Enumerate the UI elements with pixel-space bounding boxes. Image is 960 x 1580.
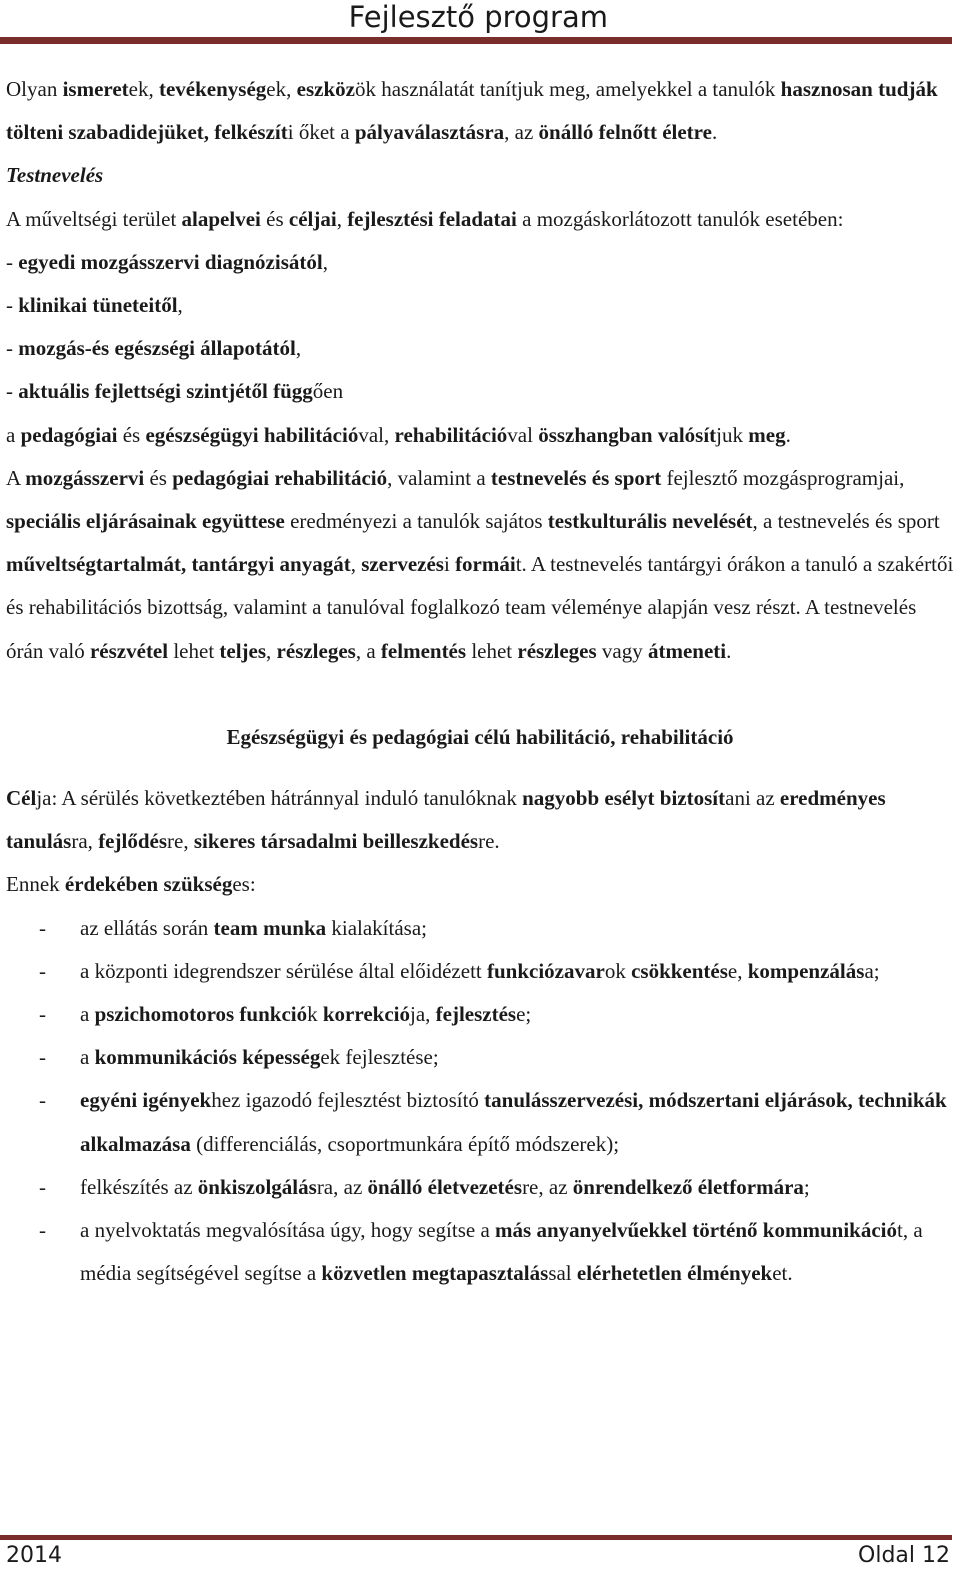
page-header-title: Fejlesztő program	[348, 0, 608, 34]
list-dash: -	[39, 915, 46, 940]
list-item: - az ellátás során team munka kialakítása;	[6, 907, 954, 950]
spacer	[6, 759, 954, 777]
list-item: - a kommunikációs képességek fejlesztése;	[6, 1036, 954, 1079]
spacer	[6, 673, 954, 716]
criteria-item: - klinikai tüneteitől,	[6, 293, 183, 318]
criteria-list	[6, 241, 954, 414]
list-item: - a nyelvoktatás megvalósítása úgy, hogy segítse a más anyanyelvűekkel történő kommunikációt, a média segítségével segítse a közvetlen megtapasztalással elérhetetlen élményeket.	[6, 1209, 954, 1295]
footer-rule	[0, 1535, 952, 1540]
paragraph-2: a pedagógiai és egészségügyi habilitációval, rehabilitációval összhangban valósítjuk meg.	[6, 422, 791, 447]
list-dash: -	[39, 1174, 46, 1199]
footer-page-number: Oldal 12	[858, 1543, 950, 1568]
paragraph-1: A műveltségi terület alapelvei és céljai, fejlesztési feladatai a mozgáskorlátozott tanulók esetében:	[6, 206, 844, 231]
section-title: Testnevelés	[6, 163, 104, 188]
paragraph-5: Ennek érdekében szükséges:	[6, 872, 256, 897]
footer-year: 2014	[6, 1543, 62, 1568]
list-item: - egyéni igényekhez igazodó fejlesztést biztosító tanulásszervezési, módszertani eljárások, technikák alkalmazása (differenciálás, csoportmunkára építő módszerek);	[6, 1079, 954, 1165]
list-dash: -	[39, 1045, 46, 1070]
needs-list	[6, 907, 954, 1296]
list-dash: -	[39, 1002, 46, 1027]
list-dash: -	[39, 958, 46, 983]
criteria-item: - egyedi mozgásszervi diagnózisától,	[6, 249, 328, 274]
page-content	[6, 68, 954, 1295]
list-dash: -	[39, 1088, 46, 1113]
list-dash: -	[39, 1218, 46, 1243]
subsection-heading: Egészségügyi és pedagógiai célú habilitáció, rehabilitáció	[226, 724, 734, 749]
paragraph-4: Célja: A sérülés következtében hátránnyal induló tanulóknak nagyobb esélyt biztosítani az eredményes tanulásra, fejlődésre, sikeres társadalmi beilleszkedésre.	[6, 786, 886, 854]
intro-paragraph: Olyan ismeretek, tevékenységek, eszközök használatát tanítjuk meg, amelyekkel a tanulók hasznosan tudják tölteni szabadidejüket, felkészíti őket a pályaválasztásra, az önálló felnőtt életre.	[6, 77, 938, 145]
paragraph-3: A mozgásszervi és pedagógiai rehabilitáció, valamint a testnevelés és sport fejlesztő mozgásprogramjai, speciális eljárásainak együttese eredményezi a tanulók sajátos testkulturális nevelését, a testnevelés és sport műveltségtartalmát, tantárgyi anyagát, szervezési formáit. A testnevelés tantárgyi órákon a tanuló a szakértői és rehabilitációs bizottság, valamint a tanulóval foglalkozó team véleménye alapján vesz részt. A testnevelés órán való részvétel lehet teljes, részleges, a felmentés lehet részleges vagy átmeneti.	[6, 465, 954, 663]
criteria-item: - mozgás-és egészségi állapotától,	[6, 336, 302, 361]
list-item: - a központi idegrendszer sérülése által előidézett funkciózavarok csökkentése, kompenzálása;	[6, 950, 954, 993]
header-rule	[0, 37, 952, 44]
criteria-item: - aktuális fejlettségi szintjétől függően	[6, 379, 344, 404]
list-item: - a pszichomotoros funkciók korrekciója, fejlesztése;	[6, 993, 954, 1036]
list-item: - felkészítés az önkiszolgálásra, az önálló életvezetésre, az önrendelkező életformára;	[6, 1166, 954, 1209]
